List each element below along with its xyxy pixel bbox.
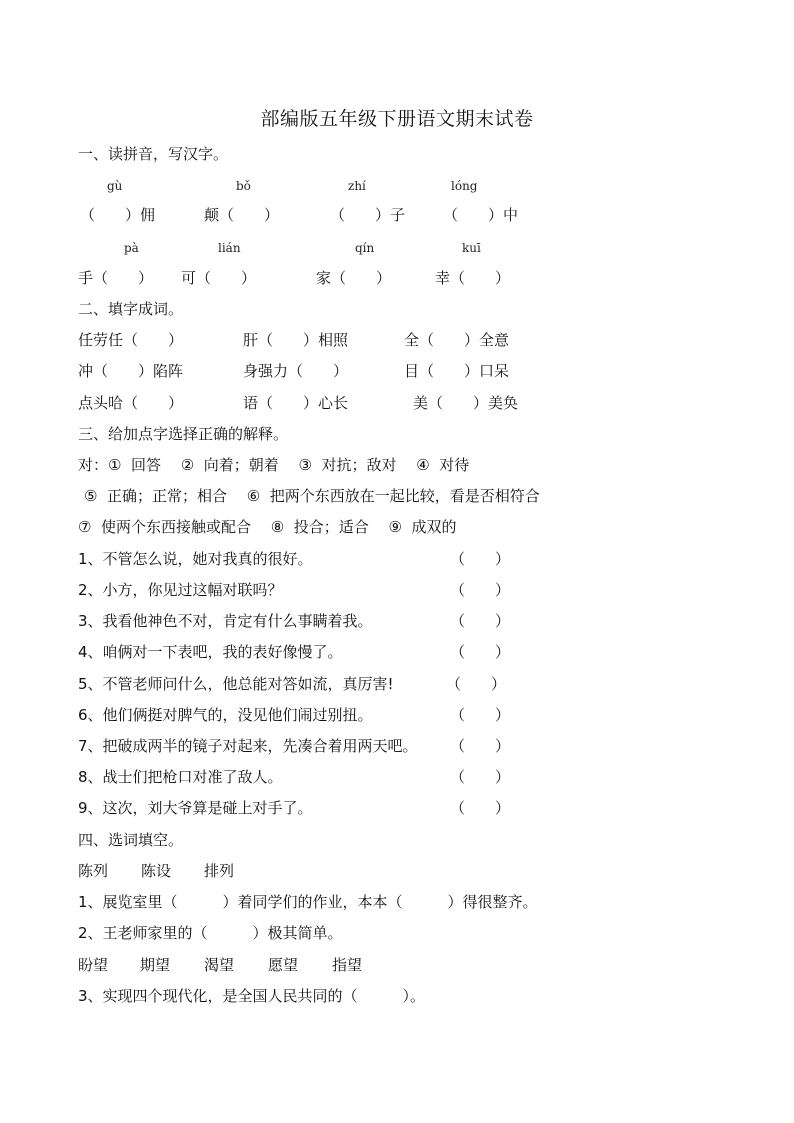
pinyin-gu: gù [107, 179, 123, 193]
definitions-line-2: ⑤ 正确；正常；相合 ⑥ 把两个东西放在一起比较，看是否相符合 [84, 487, 540, 505]
word-blank-6[interactable]: 可（ ） [181, 269, 257, 287]
word-option: 陈列 [78, 862, 109, 880]
answer-blank[interactable]: （ ） [450, 612, 511, 630]
pinyin-zhi: zhí [348, 179, 366, 193]
idiom-7[interactable]: 点头哈（ ） [78, 394, 184, 412]
pinyin-kui: kuī [462, 241, 481, 255]
answer-blank[interactable]: （ ） [450, 643, 511, 661]
section-1-heading: 一、读拼音，写汉字。 [78, 145, 229, 163]
question-item: 7、把破成两半的镜子对起来，先凑合着用两天吧。 [78, 737, 418, 755]
fill-question-3[interactable]: 3、实现四个现代化，是全国人民共同的（ ）。 [78, 987, 426, 1005]
answer-blank[interactable]: （ ） [450, 581, 511, 599]
word-blank-4[interactable]: （ ）中 [443, 206, 519, 224]
idiom-9[interactable]: 美（ ）美奂 [413, 394, 519, 412]
pinyin-lian: lián [218, 241, 241, 255]
answer-blank[interactable]: （ ） [450, 550, 511, 568]
word-option: 渴望 [204, 956, 235, 974]
word-blank-1[interactable]: （ ）佣 [80, 206, 156, 224]
idiom-1[interactable]: 任劳任（ ） [78, 331, 184, 349]
question-item: 4、咱俩对一下表吧，我的表好像慢了。 [78, 643, 343, 661]
answer-blank[interactable]: （ ） [446, 675, 507, 693]
idiom-5[interactable]: 身强力（ ） [243, 362, 349, 380]
exam-title: 部编版五年级下册语文期末试卷 [260, 108, 534, 130]
word-blank-3[interactable]: （ ）子 [330, 206, 406, 224]
word-option: 陈设 [141, 862, 172, 880]
answer-blank[interactable]: （ ） [450, 706, 511, 724]
answer-blank[interactable]: （ ） [450, 768, 511, 786]
question-item: 8、战士们把枪口对准了敌人。 [78, 768, 283, 786]
word-option: 排列 [204, 862, 235, 880]
pinyin-long: lóng [451, 179, 478, 193]
pinyin-pa: pà [124, 241, 139, 255]
idiom-2[interactable]: 肝（ ）相照 [243, 331, 349, 349]
question-item: 9、这次，刘大爷算是碰上对手了。 [78, 799, 313, 817]
word-blank-2[interactable]: 颠（ ） [204, 206, 280, 224]
word-blank-7[interactable]: 家（ ） [316, 269, 392, 287]
question-item: 6、他们俩挺对脾气的，没见他们闹过别扭。 [78, 706, 373, 724]
word-blank-5[interactable]: 手（ ） [78, 269, 154, 287]
fill-question-1[interactable]: 1、展览室里（ ）着同学们的作业，本本（ ）得很整齐。 [78, 893, 538, 911]
definitions-line-3: ⑦ 使两个东西接触或配合 ⑧ 投合；适合 ⑨ 成双的 [78, 518, 457, 536]
fill-question-2[interactable]: 2、王老师家里的（ ）极其简单。 [78, 924, 343, 942]
answer-blank[interactable]: （ ） [450, 799, 511, 817]
word-option: 盼望 [78, 956, 109, 974]
definitions-line-1: 对：① 回答 ② 向着；朝着 ③ 对抗；敌对 ④ 对待 [78, 456, 470, 474]
word-option: 指望 [332, 956, 363, 974]
question-item: 5、不管老师问什么，他总能对答如流，真厉害! [78, 675, 394, 693]
pinyin-bo: bǒ [236, 179, 251, 193]
pinyin-qin: qín [355, 241, 375, 255]
question-item: 3、我看他神色不对，肯定有什么事瞒着我。 [78, 612, 373, 630]
question-item: 1、不管怎么说，她对我真的很好。 [78, 550, 313, 568]
answer-blank[interactable]: （ ） [450, 737, 511, 755]
idiom-3[interactable]: 全（ ）全意 [404, 331, 510, 349]
idiom-4[interactable]: 冲（ ）陷阵 [78, 362, 184, 380]
word-option: 期望 [140, 956, 171, 974]
question-item: 2、小方，你见过这幅对联吗？ [78, 581, 283, 599]
word-blank-8[interactable]: 幸（ ） [435, 269, 511, 287]
word-option: 愿望 [268, 956, 299, 974]
idiom-6[interactable]: 目（ ）口呆 [404, 362, 510, 380]
section-2-heading: 二、填字成词。 [78, 300, 184, 318]
section-4-heading: 四、选词填空。 [78, 831, 184, 849]
idiom-8[interactable]: 语（ ）心长 [243, 394, 349, 412]
section-3-heading: 三、给加点字选择正确的解释。 [78, 425, 289, 443]
